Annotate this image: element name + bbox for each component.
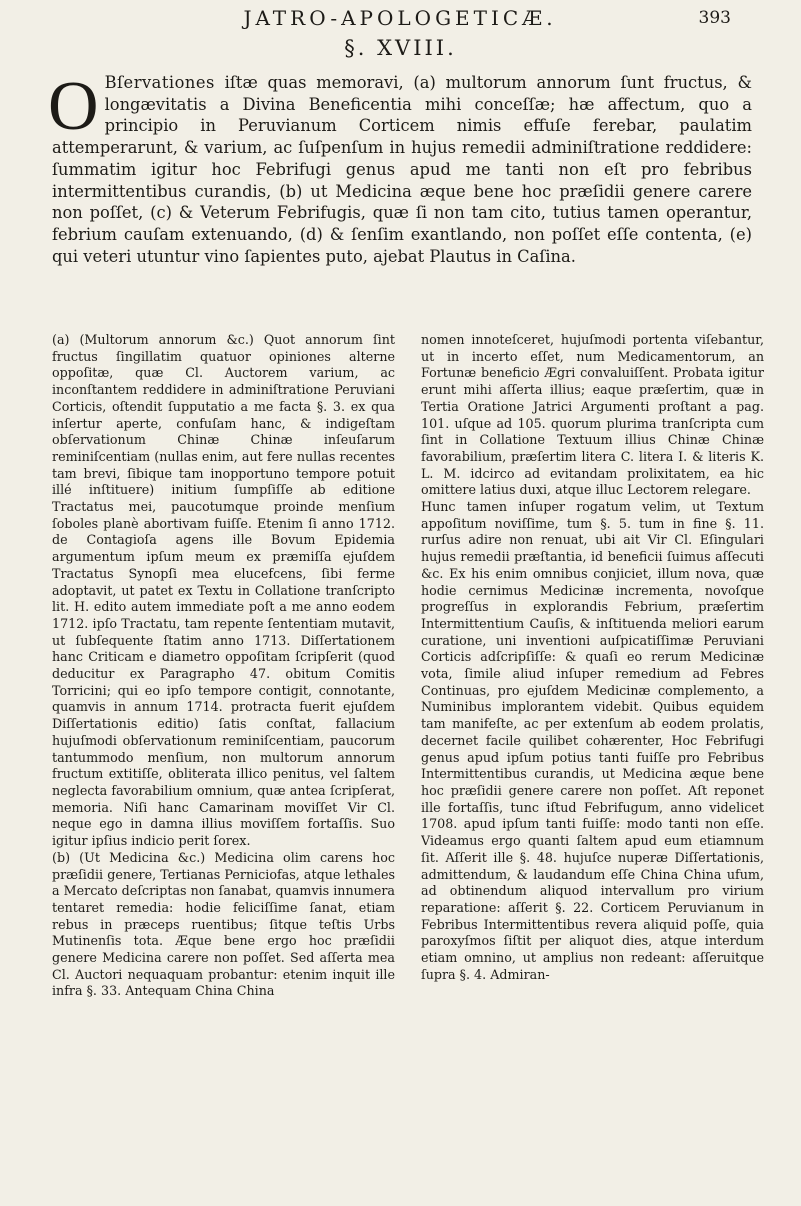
running-title: JATRO-APOLOGETICÆ. <box>243 6 557 30</box>
section-heading: §. XVIII. <box>344 36 457 60</box>
page-number: 393 <box>698 8 731 28</box>
footnote-a: (a) (Multorum annorum &c.) Quot annorum ſint fructus ſingillatim quatuor opiniones alterne oppoſitæ, quæ Cl. Auctorem varium, ac inconſtantem reddidere in adminiſtratione Peruviani Corticis, oſtendit ſupputatio a me facta §. 3. ex qua inſertur aperte, confuſam hanc, & indigeſtam obſervationum Chinæ Chinæ inſeuſarum reminiſcentiam (nullas enim, aut fere nullas recentes tam brevi, ſibique tam inopportuno tempore potuit illé inſtituere) initium ſumpſiſſe ab editione Tractatus mei, paucotumque proinde menſium ſoboles planè abortivam fuiſſe. Etenim ſi anno 1712. de Contagioſa agens ille Bovum Epidemia argumentum ipſum meum ex præmiſſa ejuſdem Tractatus Synopſi mea elucefcens, ſibi ferme adoptavit, ut patet ex Textu in Collatione tranſcripto lit. H. edito autem immediate poſt a me anno eodem 1712. ipſo Tractatu, tam repente ſententiam mutavit, ut ſubſequente ſtatim anno 1713. Diſſertationem hanc Criticam e diametro oppoſitam ſcripſerit (quod deducitur ex Paragrapho 47. obitum Comitis Torricini; qui eo ipſo tempore contigit, connotante, quamvis in annum 1714. protracta fuerit ejuſdem Diſſertationis editio) ſatis conſtat, fallacium hujuſmodi obſervationum reminiſcentiam, paucorum tantummodo menſium, non multorum annorum fructum extitiſſe, obliterata illico penitus, vel ſaltem neglecta favorabilium omnium, quæ antea ſcripſerat, memoria. Niſi hanc Camarinam moviſſet Vir Cl. neque ego in damna illius moviſſem fortaſſis. Suo igitur ipſius indicio perit ſorex. <box>52 332 395 849</box>
main-paragraph <box>48 68 752 267</box>
footnote-column-right <box>421 332 764 1197</box>
drop-cap: O <box>48 68 99 145</box>
footnote-paragraph-2: Hunc tamen inſuper rogatum velim, ut Textum appoſitum noviſſime, tum §. 5. tum in fine §. 11. rurſus adire non renuat, ubi ait Vir Cl. Eſingulari hujus remedii præſtantia, id beneficii ſuimus aſſecuti &c. Ex his enim omnibus conjiciet, illum nova, quæ hodie cernimus Medicinæ incrementa, novoſque progreſſus in explorandis Febrium, præſertim Intermittentium Cauſis, & inſtituenda meliori earum curatione, uni inventioni auſpicatiſſimæ Peruviani Corticis adſcripſiſſe: & quaſi eo rerum Medicinæ vota, ſimile aliud inſuper remedium ad Febres Continuas, pro ejuſdem Medicinæ complemento, a Numinibus implorantem videbit. Quibus equidem tam manifeſte, ac per extenſum ab eodem prolatis, decernet facile quilibet cohærenter, Hoc Febrifugi genus apud ipſum potius tanti fuiſſe pro Febribus Intermittentibus curandis, ut Medicina æque bene hoc præſidii genere carere non poſſet. Aſt reponet ille fortaſſis, tunc iſtud Febrifugum, anno videlicet 1708. apud ipſum tanti fuiſſe: modo tanti non eſſe. Videamus ergo quanti ſaltem apud eum etiamnum ſit. Aſſerit ille §. 48. hujuſce nuperæ Diſſertationis, admittendum, & laudandum eſſe China China ufum, ad obtinendum aliquod intervallum pro virium reparatione: aſſerit §. 22. Corticem Peruvianum in Febribus Intermittentibus revera aliquid poſſe, quia paroxyſmos ſiſtit per aliquot dies, atque interdum etiam omnino, ut amplius non redeant: aſſeruitque ſupra §. 4. Admiran- <box>421 499 764 982</box>
footnote-b: (b) (Ut Medicina &c.) Medicina olim carens hoc præſidii genere, Tertianas Perniciofas, atque lethales a Mercato deſcriptas non ſanabat, quamvis innumera tentaret remedia: hodie feliciſſime ſanat, etiam rebus in præceps ruentibus; ſitque teſtis Urbs Mutinenſis tota. Æque bene ergo hoc præſidii genere Medicina carere non poſſet. Sed aſſerta mea Cl. Auctori nequaquam probantur: etenim inquit ille infra §. 33. Antequam China China <box>52 849 395 999</box>
main-paragraph-text: iſtæ quas memoravi, (a) multorum annorum ſunt fructus, & longævitatis a Divina Beneficentia mihi conceſſæ; hæ affectum, quo a principio in Peruvianum Corticem nimis effuſe ferebar, paulatim attemperarunt, & varium, ac ſuſpenſum in hujus remedii adminiſtratione reddidere: ſummatim igitur hoc Febrifugi genus apud me tanti non eſt pro febribus intermittentibus curandis, (b) ut Medicina æque bene hoc præſidii genere carere non poſſet, (c) & Veterum Febrifugis, quæ ſi non tam cito, tutius tamen operantur, febrium cauſam extenuando, (d) & ſenſim exantlando, non poſſet eſſe contenta, (e) qui veteri utuntur vino ſapientes puto, ajebat Plautus in Caſina. <box>52 73 752 266</box>
footnote-continuation: nomen innoteſceret, hujuſmodi portenta viſebantur, ut in incerto eſſet, num Medicamentorum, an Fortunæ beneficio Ægri convaluiſſent. Probata igitur erunt mihi aſſerta illius; eaque præſertim, quæ in Tertia Oratione Jatrici Argumenti proſtant a pag. 101. uſque ad 105. quorum plurima tranſcripta cum ſint in Collatione Textuum illius Chinæ Chinæ favorabilium, præſertim litera C. litera I. & literis K. L. M. idcirco ad evitandam prolixitatem, ea hic omittere latius duxi, atque illuc Lectorem relegare. <box>421 332 764 498</box>
footnote-column-left <box>52 332 395 1197</box>
lead-word: Bſervationes <box>104 73 215 92</box>
footnotes <box>52 332 764 1197</box>
